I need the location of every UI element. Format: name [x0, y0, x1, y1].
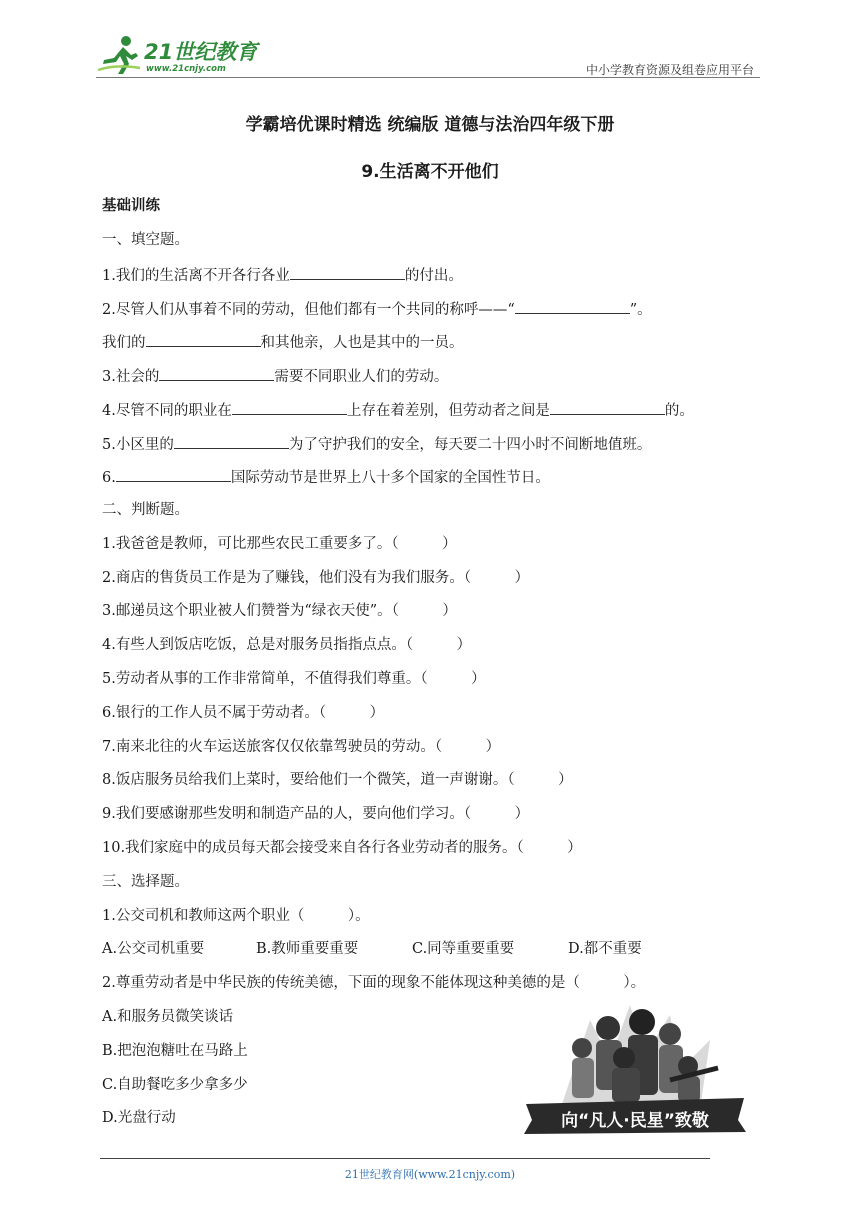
fill-question-3: [102, 365, 448, 387]
option-b[interactable]: B.教师重要重要: [256, 941, 359, 957]
choice-question-1-options: [102, 939, 642, 959]
workers-illustration: [520, 1000, 750, 1140]
fill-question-2: [102, 298, 652, 320]
page-header: [96, 30, 760, 80]
running-figure-icon: [96, 34, 142, 76]
q2-text-post: ”。: [629, 302, 652, 318]
q4-text-mid: 上存在着差别，但劳动者之间是: [346, 403, 550, 419]
option-c[interactable]: C.自助餐吃多少拿多少: [102, 1077, 248, 1093]
fill-question-4: [102, 399, 694, 421]
answer-blank[interactable]: [174, 433, 289, 449]
q2b-text-pre: 我们的: [102, 335, 146, 351]
option-d[interactable]: D.光盘行动: [102, 1110, 176, 1126]
judge-question-7: 7.南来北往的火车运送旅客仅仅依靠驾驶员的劳动。（ ）: [102, 739, 501, 755]
q3-text-pre: 3.社会的: [102, 369, 160, 385]
q6-text-post: 国际劳动节是世界上八十多个国家的全国性节日。: [230, 470, 550, 486]
lesson-title: 9.生活离不开他们: [361, 162, 499, 182]
q4-text-post: 的。: [664, 403, 694, 419]
answer-blank[interactable]: [159, 365, 274, 381]
fill-question-1: [102, 264, 463, 286]
q5-text-post: 为了守护我们的安全，每天要二十四小时不间断地值班。: [288, 437, 652, 453]
fill-question-6: [102, 466, 550, 488]
option-a[interactable]: A.和服务员微笑谈话: [102, 1009, 234, 1025]
document-title: 学霸培优课时精选 统编版 道德与法治四年级下册: [245, 115, 615, 135]
banner-text: 向“凡人·民星”致敬: [561, 1111, 709, 1131]
answer-blank[interactable]: [146, 331, 261, 347]
judge-question-4: 4.有些人到饭店吃饭，总是对服务员指指点点。（ ）: [102, 637, 472, 653]
platform-name: 中小学教育资源及组卷应用平台: [585, 63, 754, 77]
option-c[interactable]: C.同等重要重要: [412, 941, 515, 957]
judge-heading: 二、判断题。: [102, 502, 189, 518]
q2-text-pre: 2.尽管人们从事着不同的劳动，但他们都有一个共同的称呼——“: [102, 302, 515, 318]
fill-question-2-cont: [102, 331, 464, 353]
site-logo[interactable]: [96, 30, 266, 76]
answer-blank[interactable]: [290, 264, 405, 280]
logo-text: 21世纪教育: [144, 40, 258, 64]
section-basic-training: 基础训练: [102, 198, 160, 214]
option-b[interactable]: B.把泡泡糖吐在马路上: [102, 1043, 248, 1059]
answer-blank[interactable]: [550, 399, 665, 415]
q6-text-pre: 6.: [102, 470, 116, 486]
choice-question-1: 1.公交司机和教师这两个职业（ ）。: [102, 908, 370, 924]
fill-question-5: [102, 433, 651, 455]
footer-text[interactable]: 21世纪教育网(www.21cnjy.com): [344, 1168, 516, 1181]
judge-question-9: 9.我们要感谢那些发明和制造产品的人，要向他们学习。（ ）: [102, 806, 530, 822]
option-d[interactable]: D.都不重要: [568, 941, 642, 957]
fill-blank-heading: 一、填空题。: [102, 232, 189, 248]
footer-divider: [100, 1158, 710, 1159]
judge-question-8: 8.饭店服务员给我们上菜时，要给他们一个微笑，道一声谢谢。（ ）: [102, 772, 573, 788]
option-a[interactable]: A.公交司机重要: [102, 941, 205, 957]
q1-text-post: 的付出。: [404, 268, 463, 284]
choice-heading: 三、选择题。: [102, 874, 189, 890]
choice-question-2: 2.尊重劳动者是中华民族的传统美德，下面的现象不能体现这种美德的是（ ）。: [102, 975, 646, 991]
q4-text-pre: 4.尽管不同的职业在: [102, 403, 232, 419]
logo-url: www.21cnjy.com: [146, 64, 226, 74]
q3-text-post: 需要不同职业人们的劳动。: [274, 369, 449, 385]
header-divider: [96, 77, 760, 78]
answer-blank[interactable]: [232, 399, 347, 415]
judge-question-2: 2.商店的售货员工作是为了赚钱，他们没有为我们服务。（ ）: [102, 570, 530, 586]
q2b-text-post: 和其他亲，人也是其中的一员。: [260, 335, 464, 351]
answer-blank[interactable]: [116, 466, 231, 482]
workers-group-icon: [520, 1000, 750, 1140]
judge-question-10: 10.我们家庭中的成员每天都会接受来自各行各业劳动者的服务。（ ）: [102, 840, 582, 856]
judge-question-3: 3.邮递员这个职业被人们赞誉为“绿衣天使”。（ ）: [102, 603, 457, 619]
q1-text-pre: 1.我们的生活离不开各行各业: [102, 268, 290, 284]
q5-text-pre: 5.小区里的: [102, 437, 174, 453]
judge-question-5: 5.劳动者从事的工作非常简单，不值得我们尊重。（ ）: [102, 671, 486, 687]
answer-blank[interactable]: [515, 298, 630, 314]
judge-question-1: 1.我爸爸是教师，可比那些农民工重要多了。（ ）: [102, 536, 457, 552]
judge-question-6: 6.银行的工作人员不属于劳动者。（ ）: [102, 705, 385, 721]
